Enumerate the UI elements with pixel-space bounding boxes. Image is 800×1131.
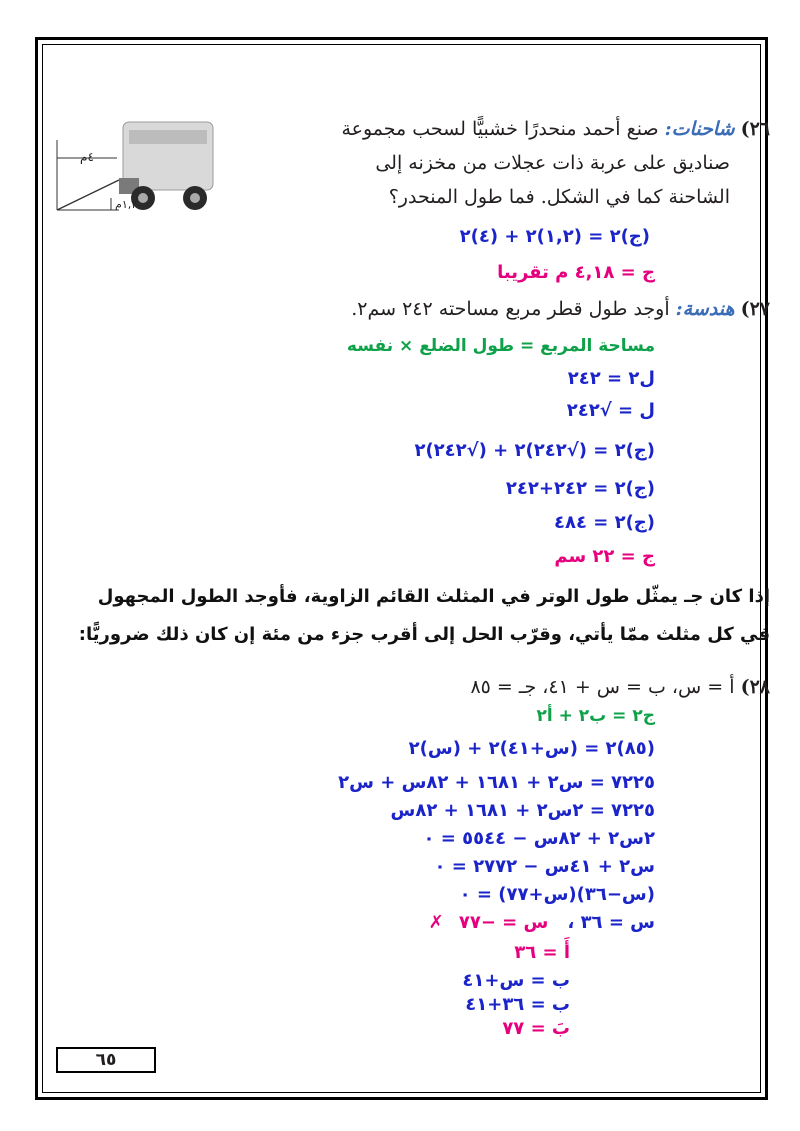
solution-28-formula: ج٢ = ب٢ + أ٢ [536,706,655,726]
instructions-line2: في كل مثلث ممّا يأتي، وقرّب الحل إلى أقرب جزء من مئة إن كان ذلك ضروريًّا: [78,624,770,645]
problem-27-line [351,298,770,320]
problem-26-line3: الشاحنة كما في الشكل. فما طول المنحدر؟ [388,186,730,208]
solution-28-step2: (٨٥)٢ = (س+٤١)٢ + (س)٢ [408,738,655,759]
solution-28-b-substitute: ب = ٣٦+٤١ [465,994,570,1015]
problem-text: أوجد طول قطر مربع مساحته ٢٤٢ سم٢. [351,298,670,320]
page-number: ٦٥ [56,1047,156,1073]
solution-26-equation: (ج)٢ = (١,٢)٢ + (٤)٢ [459,226,650,247]
problem-tag: شاحنات: [664,118,735,140]
figure-label-base: ١,٢م [115,198,138,211]
problem-28-line [470,676,770,698]
solution-27-step5: (ج)٢ = ٤٨٤ [553,512,655,533]
instructions-line1: إذا كان جـ يمثّل طول الوتر في المثلث القائم الزاوية، فأوجد الطول المجهول [97,586,770,607]
problem-text: صنع أحمد منحدرًا خشبيًّا لسحب مجموعة [341,118,659,140]
problem-26-line1 [341,118,770,140]
solution-28-step4: ٧٢٢٥ = ٢س٢ + ١٦٨١ + ٨٢س [390,800,655,821]
solution-27-step3: (ج)٢ = (√٢٤٢)٢ + (√٢٤٢)٢ [414,440,655,461]
solution-28-step5: ٢س٢ + ٨٢س − ٥٥٤٤ = ٠ [423,828,655,849]
problem-given: أ = س، ب = س + ٤١، جـ = ٨٥ [470,676,735,698]
solution-28-step3: ٧٢٢٥ = س٢ + ١٦٨١ + ٨٢س + س٢ [338,772,655,793]
solution-27-step4: (ج)٢ = ٢٤٢+٢٤٢ [505,478,655,499]
problem-number: ٢٨) [740,676,770,698]
problem-26-line2: صناديق على عربة ذات عجلات من مخزنه إلى [375,152,730,174]
solution-26-answer: ج = ٤,١٨ م تقريبا [497,262,655,283]
solution-28-step7: (س−٣٦)(س+٧٧) = ٠ [459,884,655,905]
root-positive: س = ٣٦ ، [567,912,655,933]
problem-tag: هندسة: [675,298,735,320]
solution-27-answer: ج = ٢٢ سم [554,546,655,567]
solution-27-step2: ل = √٢٤٢ [566,400,655,421]
solution-28-b-value: بَ = ٧٧ [502,1018,570,1039]
solution-28-step6: س٢ + ٤١س − ٢٧٧٢ = ٠ [434,856,655,877]
solution-28-roots [429,912,655,933]
root-negative: س = −٧٧ [458,912,549,933]
solution-28-a-value: أَ = ٣٦ [514,942,570,963]
reject-mark: ✗ [428,912,444,933]
problem-number: ٢٦) [740,118,770,140]
solution-27-step1: ل٢ = ٢٤٢ [567,368,655,389]
problem-number: ٢٧) [740,298,770,320]
figure-label-height: ٤م [80,150,94,164]
solution-28-b-formula: ب = س+٤١ [462,970,570,991]
solution-27-formula: مساحة المربع = طول الضلع × نفسه [346,336,655,356]
